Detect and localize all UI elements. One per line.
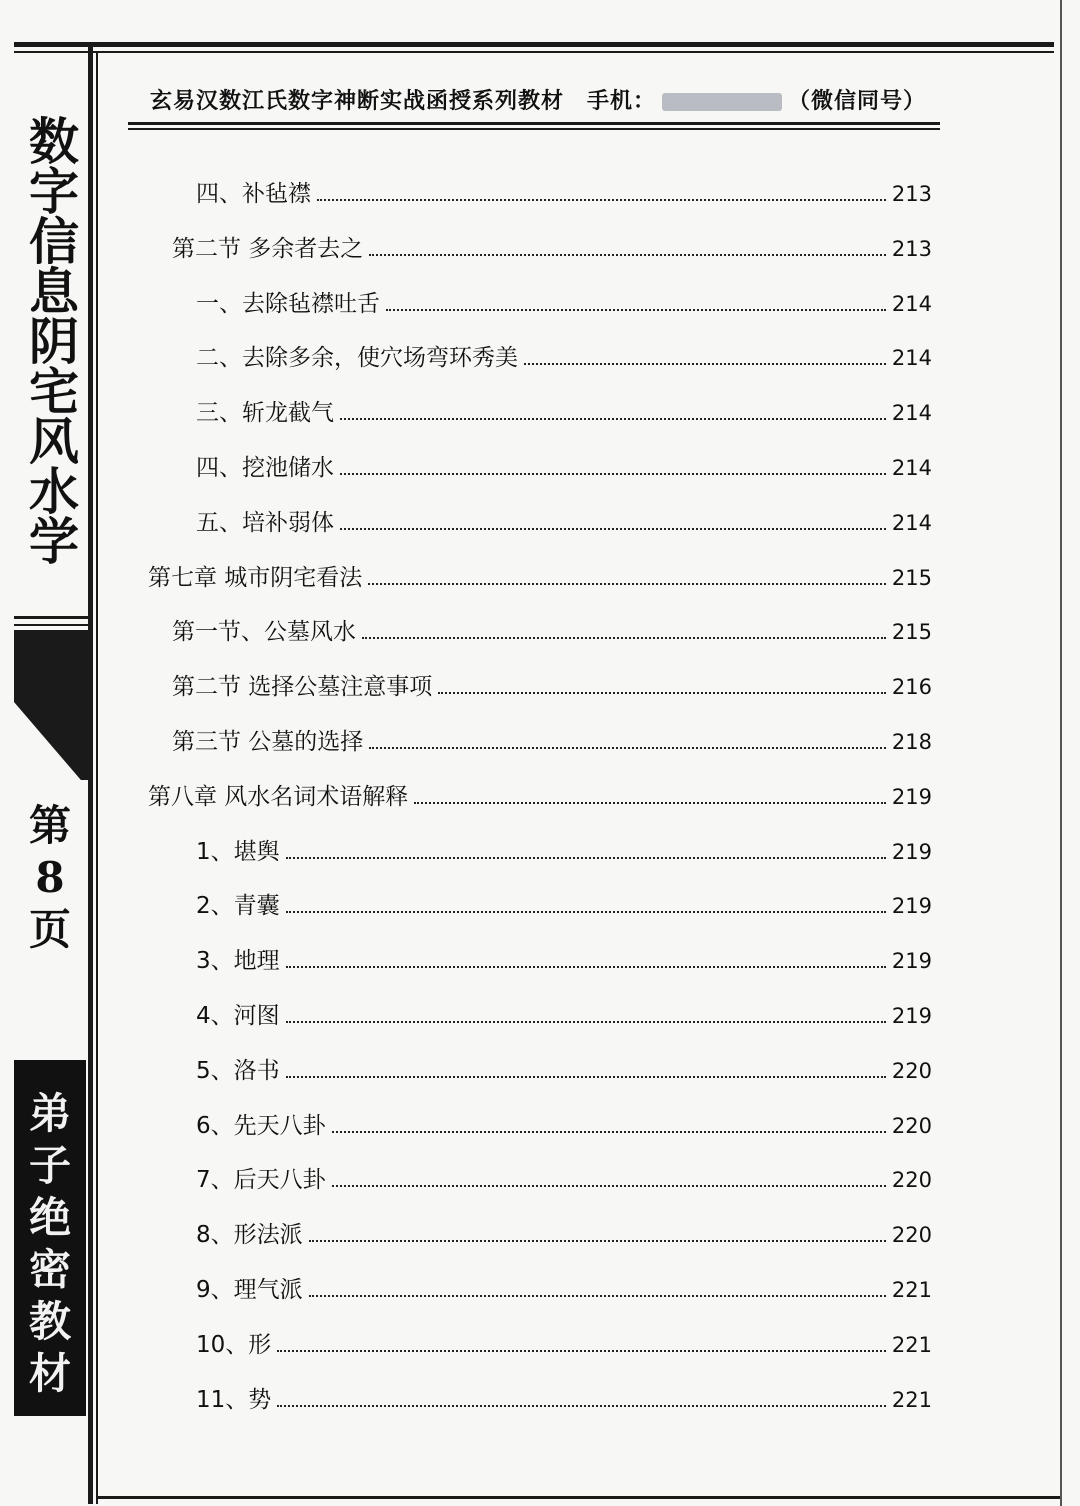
toc-entry-title: 11、势 — [196, 1386, 272, 1413]
toc-dot-leader — [286, 911, 886, 913]
toc-entry-title: 第八章 风水名词术语解释 — [148, 783, 409, 810]
page-char: 8 — [35, 853, 65, 902]
label-char: 材 — [28, 1349, 71, 1398]
toc-entry-page: 213 — [891, 236, 932, 261]
toc-entry-title: 8、形法派 — [196, 1222, 303, 1249]
toc-dot-leader — [340, 418, 886, 420]
toc-entry — [148, 559, 932, 599]
label-char: 绝 — [28, 1193, 71, 1242]
toc-dot-leader — [369, 254, 886, 256]
toc-entry-title: 四、补毡襟 — [196, 181, 311, 207]
toc-entry — [196, 997, 932, 1037]
frame-bottom-line — [96, 1496, 1060, 1499]
toc-entry — [196, 339, 932, 379]
toc-entry-page: 219 — [891, 894, 932, 919]
toc-dot-leader — [309, 1295, 886, 1297]
toc-entry-title: 4、河图 — [196, 1003, 280, 1029]
toc-entry-page: 219 — [891, 949, 932, 974]
toc-entry-page: 220 — [891, 1168, 932, 1193]
toc-entry-title: 7、后天八卦 — [196, 1167, 326, 1194]
toc-entry — [172, 668, 932, 708]
header-rule — [128, 122, 940, 125]
toc-entry-page: 214 — [891, 346, 932, 371]
toc-dot-leader — [438, 692, 886, 694]
toc-entry-title: 2、青囊 — [196, 893, 280, 920]
sidebar-divider — [14, 616, 90, 619]
toc-entry — [196, 1381, 932, 1421]
toc-dot-leader — [286, 1021, 886, 1023]
toc-entry-title: 6、先天八卦 — [196, 1112, 326, 1139]
toc-entry-title: 第二节 选择公墓注意事项 — [172, 674, 433, 701]
toc-entry-page: 215 — [891, 565, 932, 590]
page-char: 第 — [28, 801, 71, 850]
page-char: 页 — [28, 905, 71, 954]
header-series-title: 玄易汉数江氏数字神断实战函授系列教材 手机： — [150, 88, 657, 114]
label-char: 密 — [28, 1245, 71, 1294]
toc-entry — [196, 942, 932, 982]
toc-dot-leader — [309, 1240, 886, 1242]
toc-entry-page: 220 — [891, 1113, 932, 1138]
toc-entry — [196, 504, 932, 544]
toc-dot-leader — [332, 1185, 886, 1187]
toc-entry-title: 二、去除多余，使穴场弯环秀美 — [196, 345, 518, 372]
redacted-phone — [662, 93, 782, 111]
toc-entry-page: 221 — [891, 1278, 932, 1302]
toc-dot-leader — [524, 363, 886, 365]
toc-entry — [172, 613, 932, 653]
toc-dot-leader — [277, 1350, 886, 1352]
sidebar-book-title: 数字信息阴宅风水学 — [21, 115, 80, 565]
toc-entry — [196, 887, 932, 927]
toc-entry — [196, 833, 932, 873]
header-rule-thin — [128, 128, 940, 130]
toc-entry — [196, 1161, 932, 1201]
toc-entry — [172, 230, 932, 270]
toc-entry-page: 219 — [891, 784, 932, 809]
sidebar-divider-thin — [14, 624, 90, 626]
toc-entry-title: 10、形 — [196, 1331, 272, 1358]
toc-entry — [196, 394, 932, 434]
toc-entry-page: 219 — [891, 1004, 932, 1028]
toc-entry-title: 9、理气派 — [196, 1277, 303, 1303]
toc-dot-leader — [277, 1405, 886, 1407]
toc-entry-page: 219 — [891, 839, 932, 864]
toc-dot-leader — [386, 309, 886, 311]
toc-entry-page: 218 — [891, 730, 932, 754]
frame-left-line-thin — [96, 52, 98, 1504]
toc-dot-leader — [317, 199, 886, 201]
toc-entry-page: 213 — [891, 182, 932, 206]
toc-dot-leader — [340, 473, 886, 475]
frame-top-line — [14, 42, 1054, 47]
header-wechat-note: （微信同号） — [788, 88, 927, 114]
toc-entry-title: 1、堪舆 — [196, 838, 280, 865]
toc-entry — [196, 175, 932, 215]
toc-entry — [172, 723, 932, 763]
frame-right-line — [1060, 0, 1062, 1506]
toc-entry-page: 221 — [891, 1332, 932, 1357]
running-header — [150, 84, 940, 124]
toc-dot-leader — [286, 966, 886, 968]
label-char: 教 — [28, 1297, 71, 1346]
toc-entry-page: 220 — [891, 1058, 932, 1083]
toc-entry — [196, 1271, 932, 1311]
toc-entry-page: 214 — [891, 510, 932, 535]
toc-entry-title: 第七章 城市阴宅看法 — [148, 564, 363, 591]
toc-entry-page: 215 — [891, 620, 932, 645]
frame-top-line-thin — [14, 51, 1054, 53]
toc-entry-title: 五、培补弱体 — [196, 509, 334, 536]
sidebar-confidential-label — [14, 1060, 86, 1416]
sidebar-page-number — [14, 800, 86, 956]
toc-entry-page: 214 — [891, 401, 932, 426]
toc-entry-title: 第一节、公墓风水 — [172, 619, 356, 646]
toc-dot-leader — [369, 747, 886, 749]
toc-entry-title: 5、洛书 — [196, 1057, 280, 1084]
toc-entry-page: 221 — [891, 1387, 932, 1412]
toc-entry-title: 四、挖池储水 — [196, 455, 334, 481]
toc-dot-leader — [286, 1076, 886, 1078]
toc-dot-leader — [340, 528, 886, 530]
toc-entry-title: 3、地理 — [196, 948, 280, 975]
toc-entry — [196, 449, 932, 489]
toc-entry — [196, 285, 932, 325]
toc-entry — [196, 1216, 932, 1256]
toc-entry-title: 一、去除毡襟吐舌 — [196, 290, 380, 317]
toc-dot-leader — [362, 637, 886, 639]
toc-dot-leader — [368, 583, 886, 585]
toc-entry — [196, 1052, 932, 1092]
toc-entry-page: 216 — [891, 675, 932, 700]
toc-entry-page: 220 — [891, 1223, 932, 1248]
toc-dot-leader — [332, 1131, 886, 1133]
toc-entry-title: 第二节 多余者去之 — [172, 235, 364, 262]
label-char: 子 — [28, 1141, 71, 1190]
toc-entry-page: 214 — [891, 456, 932, 480]
toc-dot-leader — [286, 857, 886, 859]
toc-entry — [148, 778, 932, 818]
toc-entry-title: 三、斩龙截气 — [196, 400, 334, 427]
toc-entry-page: 214 — [891, 291, 932, 316]
toc-entry — [196, 1107, 932, 1147]
toc-entry-title: 第三节 公墓的选择 — [172, 729, 364, 755]
toc-dot-leader — [414, 802, 886, 804]
label-char: 弟 — [28, 1089, 71, 1138]
toc-entry — [196, 1326, 932, 1366]
